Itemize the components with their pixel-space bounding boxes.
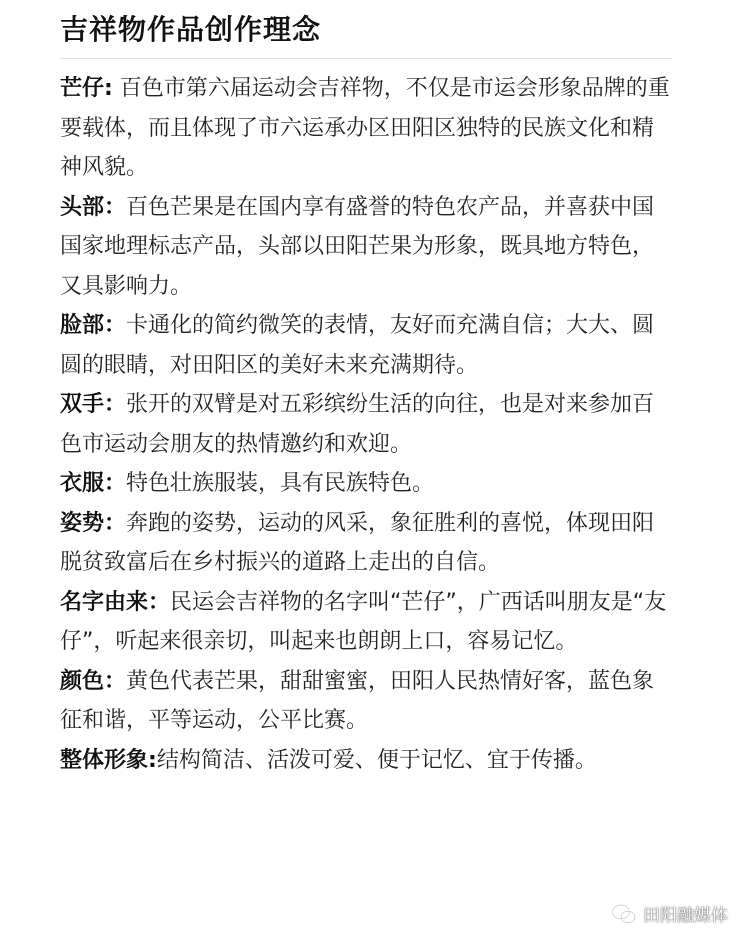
entry-term: 名字由来： — [60, 589, 171, 615]
entry-term: 芒仔: — [60, 76, 113, 101]
entry-term: 颜色： — [60, 668, 127, 694]
title-divider — [60, 58, 672, 59]
page-title: 吉祥物作品创作理念 — [60, 13, 322, 46]
wechat-icon — [611, 903, 637, 925]
entry-text: 张开的双臂是对五彩缤纷生活的向往，也是对来参加百色市运动会朋友的热情邀约和欢迎。 — [60, 392, 655, 457]
entry-text: 民运会吉祥物的名字叫“芒仔”，广西话叫朋友是“友仔”，听起来很亲切，叫起来也朗朗上口，容易记忆。 — [60, 589, 667, 654]
entry-term: 衣服： — [60, 471, 127, 496]
entry-text: 奔跑的姿势，运动的风采，象征胜利的喜悦，体现田阳脱贫致富后在乡村振兴的道路上走出的自信。 — [60, 510, 655, 575]
watermark-label: 田阳融媒体 — [643, 906, 728, 926]
concept-list — [60, 69, 672, 780]
entry-clothing — [60, 464, 672, 504]
entry-text: 百色芒果是在国内享有盛誉的特色农产品，并喜获中国国家地理标志产品，头部以田阳芒果为形象，既具地方特色，又具影响力。 — [60, 194, 655, 299]
watermark — [611, 901, 728, 926]
entry-text: 结构简洁、活泼可爱、便于记忆、宜于传播。 — [156, 747, 597, 773]
entry-term: 双手： — [60, 392, 127, 417]
entry-text: 特色壮族服装，具有民族特色。 — [126, 471, 435, 496]
entry-term: 脸部： — [60, 313, 127, 338]
entry-head — [60, 188, 672, 307]
article — [60, 0, 672, 780]
entry-term: 头部： — [60, 194, 127, 220]
entry-mangzai — [60, 69, 672, 188]
entry-colors — [60, 662, 672, 741]
entry-pose — [60, 504, 672, 583]
entry-name-origin — [60, 583, 672, 662]
entry-overall-image — [60, 741, 672, 781]
entry-text: 百色市第六届运动会吉祥物，不仅是市运会形象品牌的重要载体，而且体现了市六运承办区田阳区独特的民族文化和精神风貌。 — [60, 76, 670, 180]
entry-hands — [60, 385, 672, 464]
entry-face — [60, 306, 672, 385]
entry-term: 整体形象: — [60, 747, 157, 773]
entry-text: 黄色代表芒果，甜甜蜜蜜，田阳人民热情好客，蓝色象征和谐，平等运动，公平比赛。 — [60, 668, 655, 733]
entry-text: 卡通化的简约微笑的表情，友好而充满自信；大大、圆圆的眼睛，对田阳区的美好未来充满期待。 — [60, 313, 655, 378]
entry-term: 姿势： — [60, 510, 127, 536]
